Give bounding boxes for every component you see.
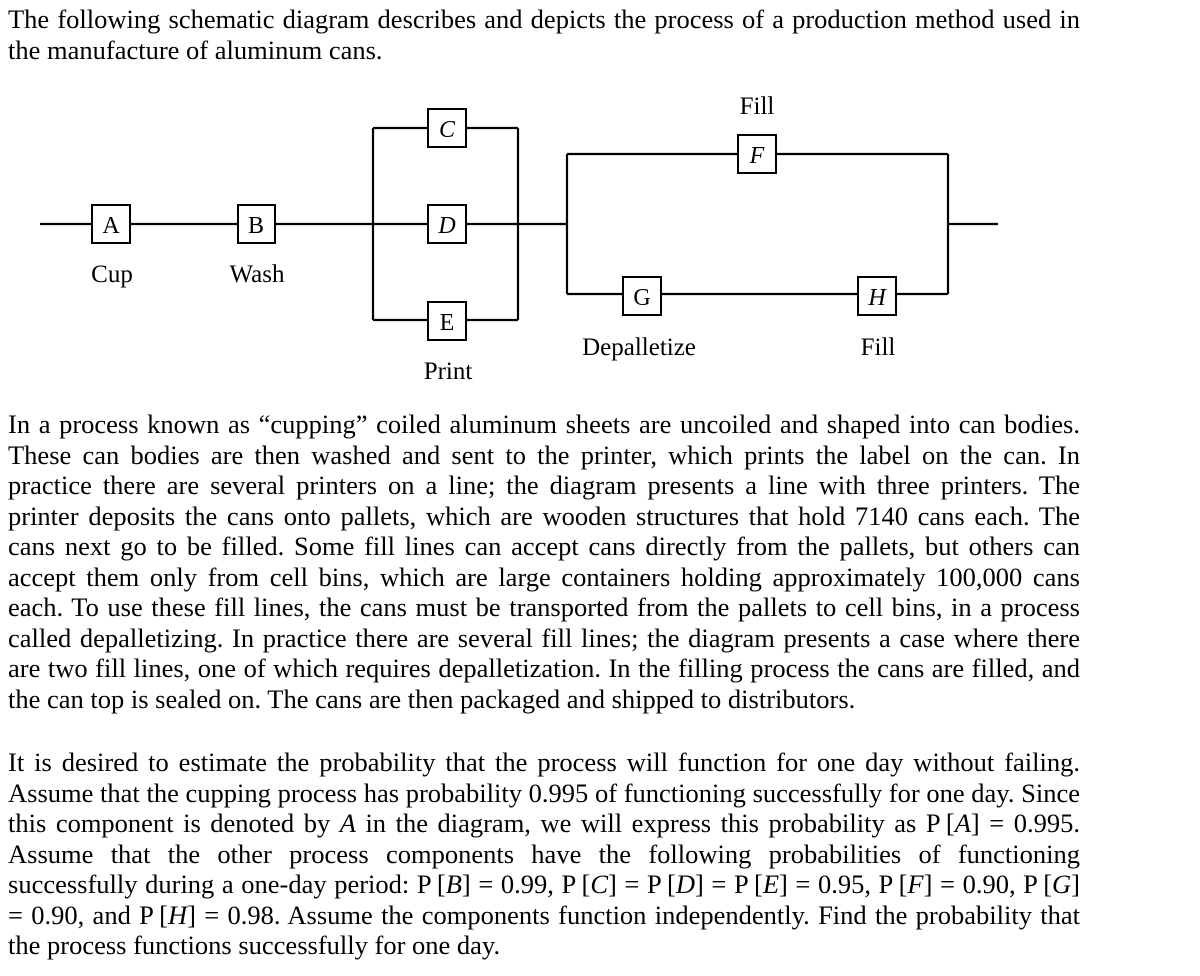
task-text-1: It is desired to estimate the probability that the process will function for one day without failing. Assume that the cupping process has probability 0.995 of functioning successfully for one day. Since this component is denoted by: [8, 747, 1080, 838]
caption-fill-f: Fill: [739, 93, 775, 120]
task-text-10: ] = 0.98. Assume the components function independently. Find the probability that the process functions successfully for one day.: [8, 899, 1080, 960]
var-a-prob: A: [954, 808, 971, 838]
component-f-label: F: [749, 143, 765, 169]
var-a: A: [339, 808, 356, 838]
task-text-3: ] = 0.995. Assume that the other process components have the following probabilities of functioning successfully during a one-day period: P [: [8, 808, 1080, 899]
component-h-label: H: [868, 285, 886, 311]
task-text-5: ] = P [: [608, 869, 676, 899]
caption-cup: Cup: [91, 261, 133, 288]
component-b: [238, 205, 275, 243]
caption-depalletize: Depalletize: [582, 334, 696, 361]
caption-wash: Wash: [229, 261, 285, 288]
component-a-label: A: [102, 213, 120, 239]
component-d-label: D: [438, 213, 456, 239]
var-e: E: [762, 869, 779, 899]
component-h: [858, 277, 896, 315]
var-d: D: [675, 869, 695, 899]
component-g: [623, 277, 661, 315]
var-c: C: [590, 869, 609, 899]
component-f: [738, 135, 776, 173]
task-text-8: ] = 0.90, P [: [923, 869, 1053, 899]
component-d: [428, 205, 466, 243]
problem-statement: [8, 747, 1080, 961]
intro-text: The following schematic diagram describes and depicts the process of a production method used in the manufacture of aluminum cans.: [8, 4, 1080, 65]
var-f: F: [907, 869, 924, 899]
var-b: B: [445, 869, 462, 899]
component-e: [428, 302, 466, 340]
component-c: [428, 109, 466, 147]
task-text-6: ] = P [: [694, 869, 763, 899]
component-c-label: C: [438, 117, 456, 143]
process-description: In a process known as “cupping” coiled aluminum sheets are uncoiled and shaped into can bodies. These can bodies are then washed and sent to the printer, which prints the label on the can. In practice there are several printers on a line; the diagram presents a line with three printers. The printer deposits the cans onto pallets, which are wooden structures that hold 7140 cans each. The cans next go to be filled. Some fill lines can accept cans directly from the pallets, but others can accept them only from cell bins, which are large containers holding approximately 100,000 cans each. To use these fill lines, the cans must be transported from the pallets to cell bins, in a process called depalletizing. In practice there are several fill lines; the diagram presents a case where there are two fill lines, one of which requires depalletization. In the filling process the cans are filled, and the can top is sealed on. The cans are then packaged and shipped to distributors.: [8, 409, 1080, 714]
task-text-9: ] = 0.90, and P [: [8, 869, 1080, 930]
var-h: H: [168, 899, 188, 930]
component-e-label: E: [439, 310, 455, 336]
task-text-2: in the diagram, we will express this probability as P [: [355, 808, 955, 838]
var-g: G: [1052, 869, 1072, 899]
process-schematic: [0, 86, 1010, 386]
task-text-7: ] = 0.95, P [: [779, 869, 908, 899]
caption-print: Print: [423, 358, 473, 385]
component-b-label: B: [247, 213, 265, 239]
component-a: [92, 205, 130, 243]
component-g-label: G: [633, 285, 651, 311]
task-text-4: ] = 0.99, P [: [461, 869, 591, 899]
caption-fill-h: Fill: [860, 334, 896, 361]
